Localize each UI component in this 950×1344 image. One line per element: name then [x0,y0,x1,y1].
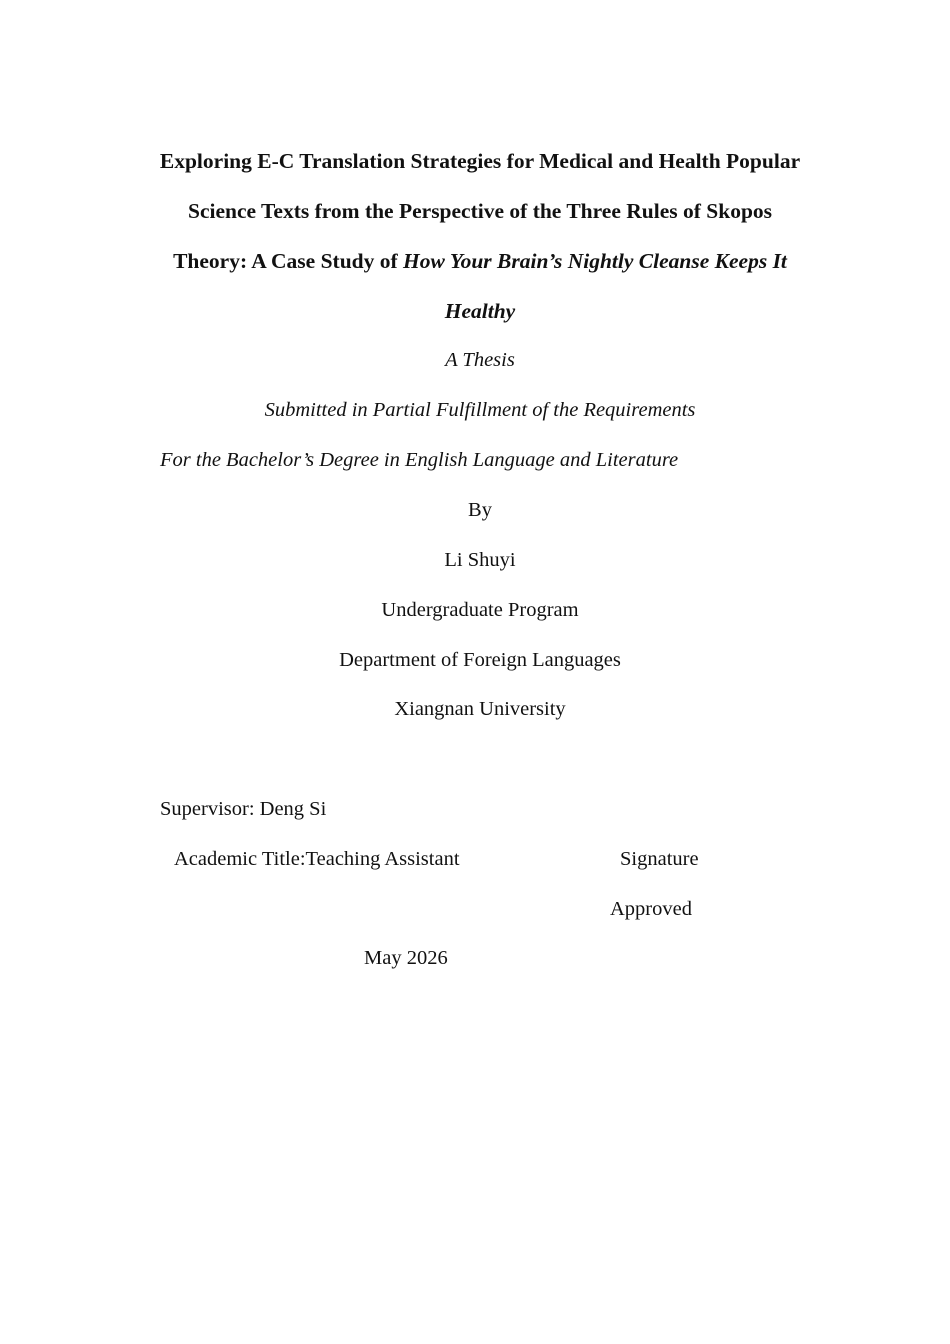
thesis-title-prefix: Theory: A Case Study of [173,249,404,273]
thesis-title-line-4: Healthy [444,299,516,323]
thesis-title-line-1: Exploring E-C Translation Strategies for Medical and Health Popular [159,149,801,173]
university-name: Xiangnan University [394,698,566,720]
supervisor: Supervisor: Deng Si [160,798,327,820]
thesis-title-line-3 [0,248,950,274]
author-name: Li Shuyi [444,549,516,571]
department-name: Department of Foreign Languages [339,649,621,671]
approved-label: Approved [610,898,692,920]
submission-date: May 2026 [364,947,448,969]
program-name: Undergraduate Program [381,599,579,621]
signature-label: Signature [620,848,699,870]
thesis-title-case-study: How Your Brain’s Nightly Cleanse Keeps It [403,249,787,273]
thesis-title-line-2: Science Texts from the Perspective of the Three Rules of Skopos [187,199,773,223]
thesis-label: A Thesis [445,349,515,371]
by-label: By [468,499,492,521]
degree-statement: For the Bachelor’s Degree in English Language and Literature [160,449,679,471]
academic-title: Academic Title:Teaching Assistant [174,848,460,870]
submission-statement: Submitted in Partial Fulfillment of the Requirements [264,399,696,421]
